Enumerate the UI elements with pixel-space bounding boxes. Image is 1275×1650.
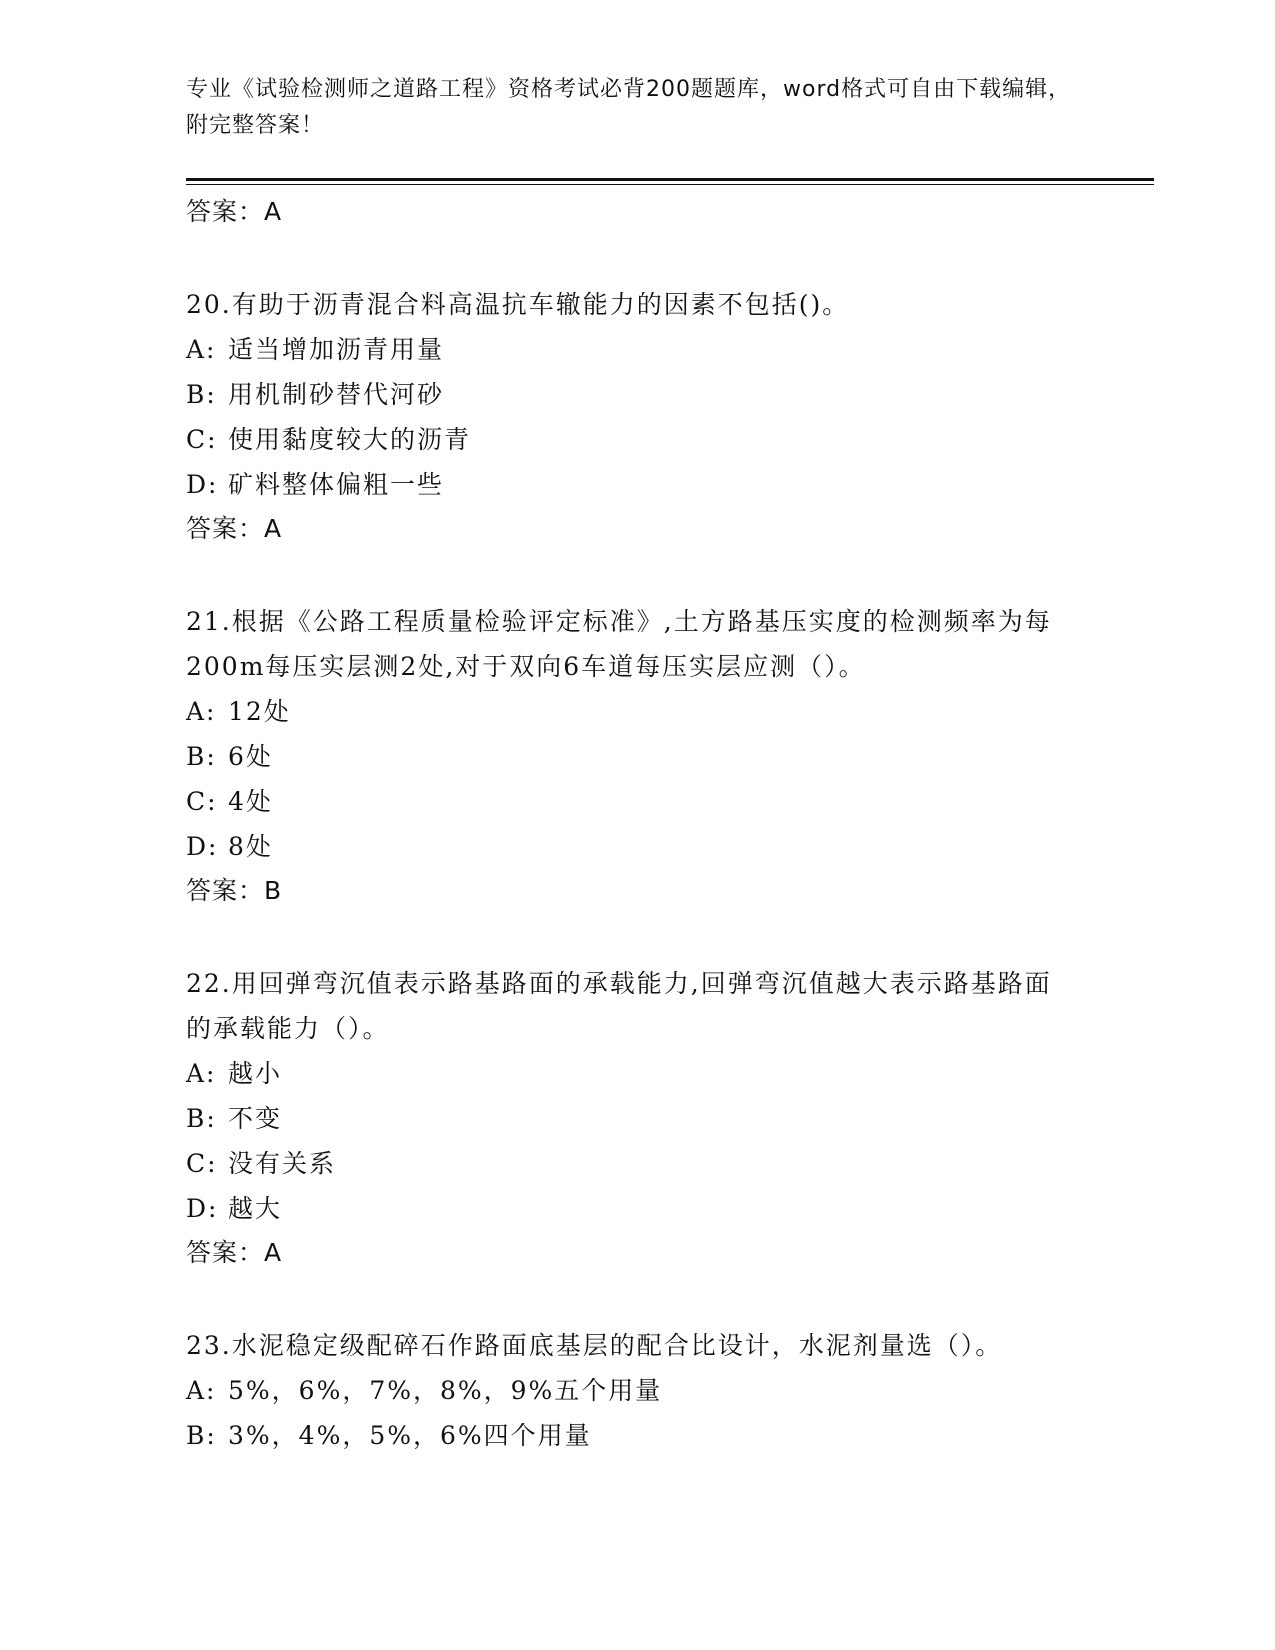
answer-label: 答案： — [186, 514, 265, 543]
option-d — [186, 1186, 1086, 1231]
option-a — [186, 1368, 1086, 1413]
spacer — [186, 1275, 1086, 1323]
option-letter: C: — [186, 1149, 218, 1178]
answer-label: 答案： — [186, 197, 265, 226]
option-letter: B: — [186, 742, 217, 771]
question-block — [186, 1323, 1086, 1458]
question-block — [186, 599, 1086, 913]
option-text: 8处 — [228, 832, 273, 861]
option-letter: B: — [186, 1421, 217, 1450]
option-text: 矿料整体偏粗一些 — [228, 470, 445, 499]
option-letter: A: — [186, 1376, 217, 1405]
option-text: 使用黏度较大的沥青 — [228, 425, 472, 454]
option-letter: A: — [186, 1059, 217, 1088]
option-text: 越大 — [228, 1194, 283, 1223]
option-text: 4处 — [228, 787, 273, 816]
option-text: 6处 — [228, 742, 273, 771]
option-text: 5%，6%，7%，8%，9%五个用量 — [228, 1376, 663, 1405]
question-text: 21.根据《公路工程质量检验评定标准》,土方路基压实度的检测频率为每200m每压实层测2处,对于双向6车道每压实层应测（）。 — [186, 607, 1052, 681]
answer-line — [186, 1231, 1086, 1275]
option-c — [186, 779, 1086, 824]
answer-label: 答案： — [186, 876, 265, 905]
header-rule-thick — [186, 178, 1154, 181]
spacer — [186, 551, 1086, 599]
option-text: 越小 — [228, 1059, 283, 1088]
option-letter: D: — [186, 470, 219, 499]
option-text: 适当增加沥青用量 — [228, 335, 445, 364]
option-text: 3%，4%，5%，6%四个用量 — [228, 1421, 592, 1450]
question-text: 20.有助于沥青混合料高温抗车辙能力的因素不包括()。 — [186, 290, 850, 319]
option-b — [186, 734, 1086, 779]
option-letter: C: — [186, 425, 218, 454]
option-c — [186, 1141, 1086, 1186]
option-letter: C: — [186, 787, 218, 816]
question-text: 22.用回弹弯沉值表示路基路面的承载能力,回弹弯沉值越大表示路基路面的承载能力（）。 — [186, 969, 1052, 1043]
answer-value: A — [264, 1238, 282, 1267]
option-a — [186, 327, 1086, 372]
option-b — [186, 372, 1086, 417]
answer-line — [186, 869, 1086, 913]
document-body — [186, 190, 1086, 1458]
header-rule-thin — [186, 184, 1154, 185]
option-letter: D: — [186, 832, 219, 861]
spacer — [186, 913, 1086, 961]
option-b — [186, 1096, 1086, 1141]
answer-value: B — [264, 876, 282, 905]
option-letter: A: — [186, 335, 217, 364]
option-b — [186, 1413, 1086, 1458]
document-header: 专业《试验检测师之道路工程》资格考试必背200题题库，word格式可自由下载编辑，附完整答案！ — [186, 77, 1072, 138]
option-text: 不变 — [228, 1104, 283, 1133]
option-text: 没有关系 — [228, 1149, 337, 1178]
option-a — [186, 689, 1086, 734]
option-text: 12处 — [228, 697, 291, 726]
spacer — [186, 234, 1086, 282]
answer-line — [186, 507, 1086, 551]
answer-value: A — [264, 514, 282, 543]
option-letter: A: — [186, 697, 217, 726]
option-d — [186, 824, 1086, 869]
option-c — [186, 417, 1086, 462]
option-text: 用机制砂替代河砂 — [228, 380, 445, 409]
question-text: 23.水泥稳定级配碎石作路面底基层的配合比设计，水泥剂量选（）。 — [186, 1331, 1003, 1360]
question-block — [186, 282, 1086, 551]
option-d — [186, 462, 1086, 507]
answer-value: A — [264, 197, 282, 226]
answer-line — [186, 190, 1086, 234]
question-block — [186, 961, 1086, 1275]
option-letter: B: — [186, 1104, 217, 1133]
option-letter: D: — [186, 1194, 219, 1223]
option-a — [186, 1051, 1086, 1096]
answer-label: 答案： — [186, 1238, 265, 1267]
option-letter: B: — [186, 380, 217, 409]
